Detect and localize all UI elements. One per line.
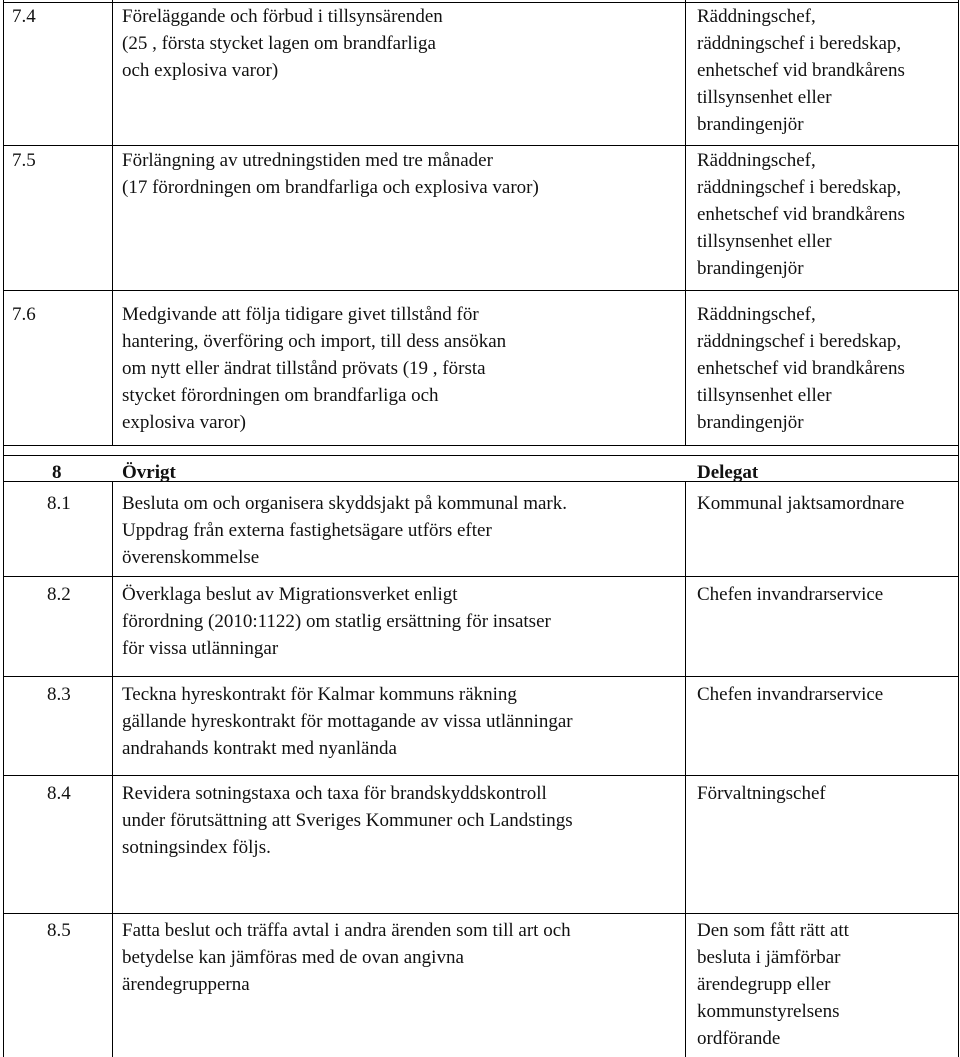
row-description: Teckna hyreskontrakt för Kalmar kommuns räkning gällande hyreskontrakt för mottagande av vissa utlänningar andrahands kontrakt med nyanlända xyxy=(122,684,573,759)
row-number: 7.4 xyxy=(12,6,36,27)
row-description: Fatta beslut och träffa avtal i andra ärenden som till art och betydelse kan jämföras med de ovan angivna ärendegrupperna xyxy=(122,920,571,995)
row-divider xyxy=(3,676,959,677)
row-delegate: Chefen invandrarservice xyxy=(697,584,884,605)
row-divider xyxy=(3,290,959,291)
column-divider-delegate xyxy=(685,0,686,445)
row-number: 7.6 xyxy=(12,304,36,325)
row-number: 8.5 xyxy=(47,920,71,941)
row-delegate: Kommunal jaktsamordnare xyxy=(697,493,905,514)
row-description: Överklaga beslut av Migrationsverket enligt förordning (2010:1122) om statlig ersättning för insatser för vissa utlänningar xyxy=(122,584,551,659)
row-divider xyxy=(3,445,959,446)
row-description: Medgivande att följa tidigare givet tillstånd för hantering, överföring och import, till dess ansökan om nytt eller ändrat tillstånd prövats (19 , första stycket förordningen om brandfarliga och explosiva varor) xyxy=(122,304,507,433)
row-divider xyxy=(3,576,959,577)
row-delegate: Den som fått rätt att besluta i jämförbar ärendegrupp eller kommunstyrelsens ordförande xyxy=(697,920,849,1049)
column-divider-number-lower xyxy=(112,481,113,1057)
column-divider-delegate-lower xyxy=(685,481,686,1057)
row-delegate: Räddningschef, räddningschef i beredskap, enhetschef vid brandkårens tillsynsenhet eller brandingenjör xyxy=(697,150,905,279)
section-title: Övrigt xyxy=(122,462,176,483)
row-delegate: Chefen invandrarservice xyxy=(697,684,884,705)
row-divider xyxy=(3,775,959,776)
row-description: Besluta om och organisera skyddsjakt på kommunal mark. Uppdrag från externa fastighetsägare utförs efter överenskommelse xyxy=(122,493,568,568)
row-description: Revidera sotningstaxa och taxa för brandskyddskontroll under förutsättning att Sveriges Kommuner och Landstings sotningsindex följs. xyxy=(122,783,573,858)
row-description: Förlängning av utredningstiden med tre månader (17 förordningen om brandfarliga och explosiva varor) xyxy=(122,150,539,198)
row-divider xyxy=(3,455,959,456)
row-number: 8.1 xyxy=(47,493,71,514)
column-divider-number xyxy=(112,0,113,445)
table-left-border xyxy=(3,0,4,1057)
row-number: 8.2 xyxy=(47,584,71,605)
row-delegate: Räddningschef, räddningschef i beredskap, enhetschef vid brandkårens tillsynsenhet eller brandingenjör xyxy=(697,6,905,135)
row-delegate: Räddningschef, räddningschef i beredskap, enhetschef vid brandkårens tillsynsenhet eller brandingenjör xyxy=(697,304,905,433)
row-divider xyxy=(3,145,959,146)
row-number: 7.5 xyxy=(12,150,36,171)
section-number: 8 xyxy=(52,462,62,483)
row-delegate: Förvaltningschef xyxy=(697,783,826,804)
row-divider xyxy=(3,913,959,914)
delegate-column-header: Delegat xyxy=(697,462,759,483)
row-number: 8.4 xyxy=(47,783,71,804)
row-description: Föreläggande och förbud i tillsynsärenden (25 , första stycket lagen om brandfarliga och explosiva varor) xyxy=(122,6,443,81)
row-number: 8.3 xyxy=(47,684,71,705)
